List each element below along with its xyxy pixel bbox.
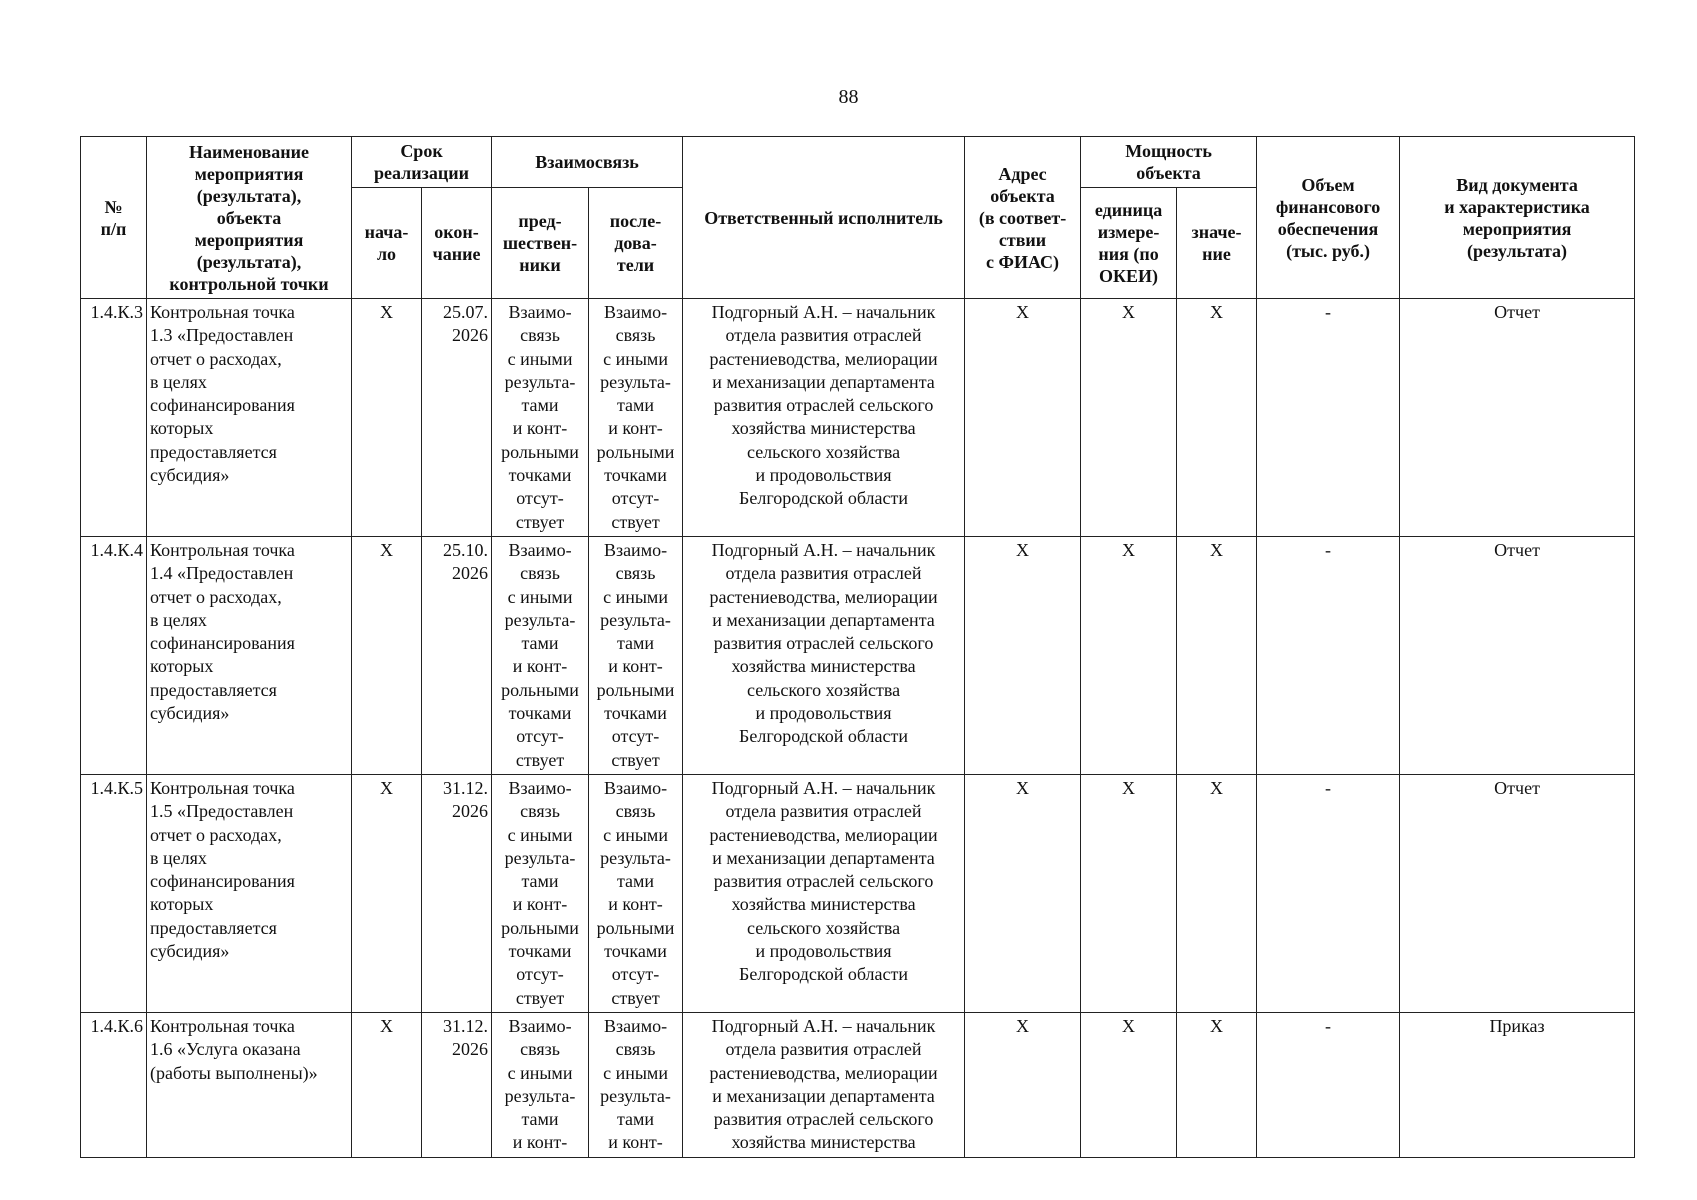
cell-unit: X (1081, 774, 1177, 1012)
header-address: Адрес объекта (в соответ- ствии с ФИАС) (965, 137, 1081, 299)
cell-finance: - (1257, 299, 1400, 537)
cell-value: X (1177, 774, 1257, 1012)
cell-name: Контрольная точка 1.4 «Предоставлен отчет о расходах, в целях софинансирования которых предоставляется субсидия» (147, 536, 352, 774)
cell-name: Контрольная точка 1.5 «Предоставлен отчет о расходах, в целях софинансирования которых предоставляется субсидия» (147, 774, 352, 1012)
cell-end: 31.12. 2026 (422, 774, 492, 1012)
cell-num: 1.4.К.6 (81, 1012, 147, 1157)
cell-prev: Взаимо- связь с иными результа- тами и конт- (492, 1012, 589, 1157)
cell-value: X (1177, 536, 1257, 774)
header-num: № п/п (81, 137, 147, 299)
header-finance: Объем финансового обеспечения (тыс. руб.) (1257, 137, 1400, 299)
cell-address: X (965, 536, 1081, 774)
header-relation: Взаимосвязь (492, 137, 683, 188)
cell-start: X (352, 299, 422, 537)
cell-finance: - (1257, 1012, 1400, 1157)
cell-address: X (965, 774, 1081, 1012)
cell-next: Взаимо- связь с иными результа- тами и конт- рольными точками отсут- ствует (589, 536, 683, 774)
header-capacity-unit: единица измере- ния (по ОКЕИ) (1081, 188, 1177, 299)
header-name: Наименование мероприятия (результата), объекта мероприятия (результата), контрольной точки (147, 137, 352, 299)
cell-doc: Отчет (1400, 774, 1635, 1012)
cell-num: 1.4.К.3 (81, 299, 147, 537)
cell-next: Взаимо- связь с иными результа- тами и конт- (589, 1012, 683, 1157)
cell-unit: X (1081, 299, 1177, 537)
cell-responsible: Подгорный А.Н. – начальник отдела развития отраслей растениеводства, мелиорации и механизации департамента развития отраслей сельского хозяйства министерства сельского хозяйства и продовольствия Белгородской области (683, 299, 965, 537)
cell-prev: Взаимо- связь с иными результа- тами и конт- рольными точками отсут- ствует (492, 299, 589, 537)
table-row (81, 1012, 1635, 1157)
header-relation-next: после- дова- тели (589, 188, 683, 299)
cell-end: 31.12. 2026 (422, 1012, 492, 1157)
cell-next: Взаимо- связь с иными результа- тами и конт- рольными точками отсут- ствует (589, 774, 683, 1012)
cell-unit: X (1081, 1012, 1177, 1157)
cell-name: Контрольная точка 1.6 «Услуга оказана (работы выполнены)» (147, 1012, 352, 1157)
cell-finance: - (1257, 774, 1400, 1012)
header-term: Срок реализации (352, 137, 492, 188)
cell-start: X (352, 774, 422, 1012)
cell-address: X (965, 1012, 1081, 1157)
header-doc-type: Вид документа и характеристика мероприятия (результата) (1400, 137, 1635, 299)
header-term-start: нача- ло (352, 188, 422, 299)
cell-doc: Отчет (1400, 299, 1635, 537)
cell-value: X (1177, 299, 1257, 537)
header-capacity-value: значе- ние (1177, 188, 1257, 299)
table-row (81, 774, 1635, 1012)
plan-table (80, 136, 1635, 1158)
header-responsible: Ответственный исполнитель (683, 137, 965, 299)
table-row (81, 299, 1635, 537)
cell-finance: - (1257, 536, 1400, 774)
cell-doc: Приказ (1400, 1012, 1635, 1157)
cell-end: 25.10. 2026 (422, 536, 492, 774)
cell-num: 1.4.К.4 (81, 536, 147, 774)
page-number: 88 (838, 86, 859, 108)
cell-end: 25.07. 2026 (422, 299, 492, 537)
cell-next: Взаимо- связь с иными результа- тами и конт- рольными точками отсут- ствует (589, 299, 683, 537)
cell-start: X (352, 1012, 422, 1157)
header-capacity: Мощность объекта (1081, 137, 1257, 188)
header-relation-prev: пред- шествен- ники (492, 188, 589, 299)
cell-responsible: Подгорный А.Н. – начальник отдела развития отраслей растениеводства, мелиорации и механизации департамента развития отраслей сельского хозяйства министерства сельского хозяйства и продовольствия Белгородской области (683, 536, 965, 774)
cell-address: X (965, 299, 1081, 537)
cell-prev: Взаимо- связь с иными результа- тами и конт- рольными точками отсут- ствует (492, 774, 589, 1012)
cell-name: Контрольная точка 1.3 «Предоставлен отчет о расходах, в целях софинансирования которых предоставляется субсидия» (147, 299, 352, 537)
cell-responsible: Подгорный А.Н. – начальник отдела развития отраслей растениеводства, мелиорации и механизации департамента развития отраслей сельского хозяйства министерства сельского хозяйства и продовольствия Белгородской области (683, 774, 965, 1012)
header-term-end: окон- чание (422, 188, 492, 299)
table-row (81, 536, 1635, 774)
cell-start: X (352, 536, 422, 774)
cell-unit: X (1081, 536, 1177, 774)
cell-prev: Взаимо- связь с иными результа- тами и конт- рольными точками отсут- ствует (492, 536, 589, 774)
cell-responsible: Подгорный А.Н. – начальник отдела развития отраслей растениеводства, мелиорации и механизации департамента развития отраслей сельского хозяйства министерства (683, 1012, 965, 1157)
cell-value: X (1177, 1012, 1257, 1157)
cell-num: 1.4.К.5 (81, 774, 147, 1012)
header-row-1 (81, 137, 1635, 188)
cell-doc: Отчет (1400, 536, 1635, 774)
